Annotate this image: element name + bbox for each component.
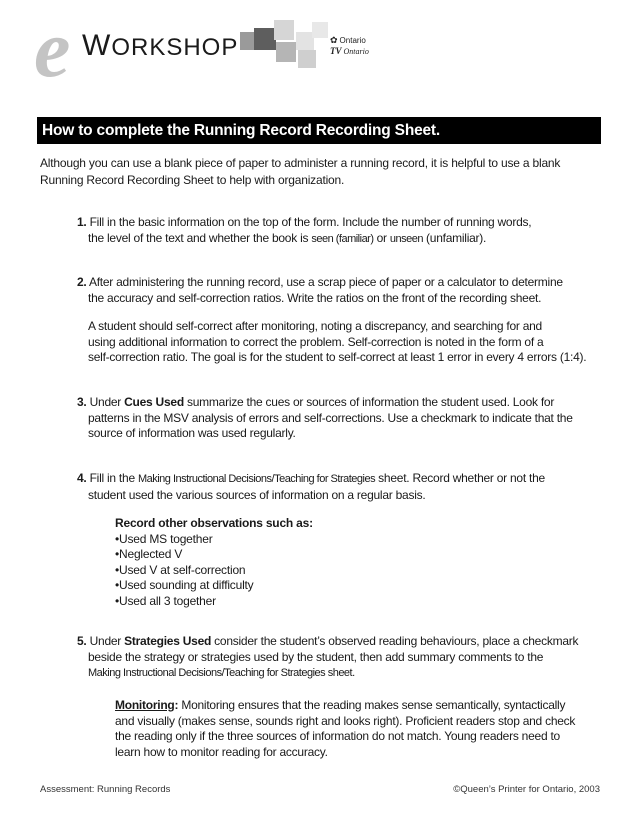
ontario-text: Ontario [339, 36, 366, 45]
step-1: 1. Fill in the basic information on the top of the form. Include the number of running words, the level of the text and whether the book is seen (familiar) or unseen (unfamiliar). [77, 215, 532, 245]
cues-used-term: Cues Used [124, 395, 184, 409]
logo-word-rest: ORKSHOP [111, 34, 239, 61]
observations-heading: Record other observations such as: [115, 516, 313, 530]
list-item: •Used MS together [115, 531, 213, 546]
step-number: 3. [77, 395, 87, 409]
tvontario-text: Ontario [343, 47, 369, 56]
eworkshop-logo-e: e [34, 3, 69, 94]
step-number: 1. [77, 215, 87, 229]
square-c [274, 20, 294, 40]
square-b [254, 28, 276, 50]
monitoring-paragraph: Monitoring: Monitoring ensures that the reading makes sense semantically, syntactically and visually (makes sense, sounds right and looks right). Proficient readers stop and check the reading only if the three sources of information do not match. Young readers need to learn how to monitor reading for accuracy. [115, 698, 576, 759]
eworkshop-logo-text [82, 29, 239, 62]
footer-left: Assessment: Running Records [40, 784, 171, 795]
step-number: 5. [77, 634, 87, 648]
page-title: How to complete the Running Record Recording Sheet. [37, 117, 601, 144]
sheet-title: Making Instructional Decisions/Teaching for Strategies [88, 667, 326, 679]
list-item: •Neglected V [115, 547, 183, 561]
intro-paragraph: Although you can use a blank piece of paper to administer a running record, it is helpful to use a blank Running Record Recording Sheet to help with organization. [40, 156, 561, 187]
observations-list [115, 516, 313, 609]
step-2: 2. After administering the running record, use a scrap piece of paper or a calculator to determine the accuracy and self-correction ratios. Write the ratios on the front of the recording sheet. A student should self-correct after monitoring, noting a discrepancy, and searching for and using additional information to correct the problem. Self-correction is noted in the form of a self-correction ratio. The goal is for the student to self-correct at least 1 error in every 4 errors (1:4). [77, 275, 587, 364]
square-g [312, 22, 328, 38]
step-4: 4. Fill in the Making Instructional Decisions/Teaching for Strategies sheet. Record whether or not the student used the various sources of information on a regular basis. [77, 471, 545, 502]
step-5: 5. Under Strategies Used consider the student’s observed reading behaviours, place a checkmark beside the strategy or strategies used by the student, then add summary comments to the Making Instructional Decisions/Teaching for Strategies sheet. [77, 634, 579, 679]
trillium-icon: ✿ [330, 35, 338, 45]
step-number: 4. [77, 471, 87, 485]
decorative-squares [240, 20, 330, 70]
step-number: 2. [77, 275, 87, 289]
square-f [298, 50, 316, 68]
strategies-used-term: Strategies Used [124, 634, 212, 648]
list-item: •Used V at self-correction [115, 562, 246, 577]
page-header [0, 0, 638, 100]
footer-copyright: ©Queen’s Printer for Ontario, 2003 [453, 784, 600, 795]
sheet-title: Making Instructional Decisions/Teaching for Strategies [137, 473, 376, 485]
list-item: •Used sounding at difficulty [115, 578, 254, 592]
tv-mark: TV [330, 46, 342, 56]
step-3: 3. Under Cues Used summarize the cues or sources of information the student used. Look for patterns in the MSV analysis of errors and self-corrections. Use a checkmark to indicate that the source of information was used regularly. [77, 395, 573, 440]
ontario-tvontario-logo [330, 35, 369, 57]
monitoring-label: Monitoring [115, 698, 175, 712]
list-item: •Used all 3 together [115, 593, 216, 608]
square-d [276, 42, 296, 62]
logo-word-initial: W [82, 29, 112, 62]
